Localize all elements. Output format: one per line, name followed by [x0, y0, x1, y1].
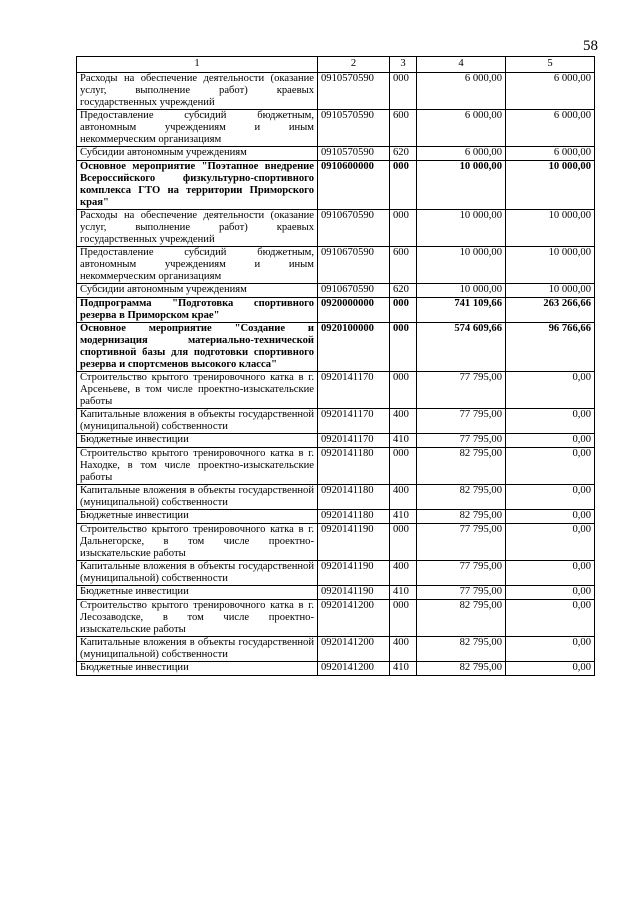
- row-amount-2019-cell: 77 795,00: [417, 524, 506, 561]
- table-row: [77, 147, 595, 161]
- row-name-cell: Предоставление субсидий бюджетным, автономным учреждениям и иным некоммерческим организациям: [77, 110, 318, 147]
- row-name-cell: Субсидии автономным учреждениям: [77, 147, 318, 161]
- row-code-cell: 0920141190: [318, 561, 390, 586]
- row-amount-2020-cell: 10 000,00: [506, 284, 595, 298]
- row-expense-type-cell: 410: [390, 434, 417, 448]
- row-code-cell: 0920141170: [318, 409, 390, 434]
- row-code-cell: 0920100000: [318, 323, 390, 372]
- row-amount-2019-cell: 6 000,00: [417, 147, 506, 161]
- table-row: [77, 637, 595, 662]
- table-header-row: [77, 57, 595, 73]
- table-row: [77, 485, 595, 510]
- column-header: 5: [506, 57, 595, 73]
- table-row: [77, 247, 595, 284]
- row-expense-type-cell: 400: [390, 561, 417, 586]
- table-row: [77, 524, 595, 561]
- table-row: [77, 409, 595, 434]
- row-expense-type-cell: 410: [390, 510, 417, 524]
- row-code-cell: 0920141190: [318, 524, 390, 561]
- row-name-cell: Капитальные вложения в объекты государственной (муниципальной) собственности: [77, 637, 318, 662]
- table-row: [77, 73, 595, 110]
- row-code-cell: 0920141180: [318, 448, 390, 485]
- column-header: 1: [77, 57, 318, 73]
- row-expense-type-cell: 400: [390, 637, 417, 662]
- row-amount-2019-cell: 10 000,00: [417, 161, 506, 210]
- table-row: [77, 662, 595, 676]
- row-expense-type-cell: 600: [390, 110, 417, 147]
- row-amount-2019-cell: 574 609,66: [417, 323, 506, 372]
- row-amount-2019-cell: 82 795,00: [417, 637, 506, 662]
- row-name-cell: Капитальные вложения в объекты государственной (муниципальной) собственности: [77, 409, 318, 434]
- row-amount-2019-cell: 82 795,00: [417, 448, 506, 485]
- row-code-cell: 0910570590: [318, 147, 390, 161]
- row-name-cell: Основное мероприятие "Поэтапное внедрение Всероссийского физкультурно-спортивного комплекса ГТО на территории Приморского края": [77, 161, 318, 210]
- row-amount-2020-cell: 0,00: [506, 600, 595, 637]
- row-expense-type-cell: 000: [390, 161, 417, 210]
- row-amount-2020-cell: 6 000,00: [506, 73, 595, 110]
- row-amount-2020-cell: 0,00: [506, 662, 595, 676]
- row-expense-type-cell: 400: [390, 409, 417, 434]
- table-row: [77, 510, 595, 524]
- row-amount-2020-cell: 6 000,00: [506, 147, 595, 161]
- row-name-cell: Субсидии автономным учреждениям: [77, 284, 318, 298]
- row-name-cell: Предоставление субсидий бюджетным, автономным учреждениям и иным некоммерческим организациям: [77, 247, 318, 284]
- column-header: 4: [417, 57, 506, 73]
- row-amount-2020-cell: 0,00: [506, 561, 595, 586]
- row-amount-2019-cell: 741 109,66: [417, 298, 506, 323]
- row-amount-2020-cell: 96 766,66: [506, 323, 595, 372]
- row-code-cell: 0920141200: [318, 637, 390, 662]
- table-row: [77, 110, 595, 147]
- row-amount-2019-cell: 77 795,00: [417, 372, 506, 409]
- table-row: [77, 210, 595, 247]
- row-amount-2019-cell: 77 795,00: [417, 409, 506, 434]
- row-amount-2019-cell: 10 000,00: [417, 284, 506, 298]
- row-amount-2019-cell: 82 795,00: [417, 510, 506, 524]
- page-number: 58: [583, 38, 598, 54]
- row-amount-2019-cell: 82 795,00: [417, 600, 506, 637]
- row-name-cell: Расходы на обеспечение деятельности (оказание услуг, выполнение работ) краевых государственных учреждений: [77, 210, 318, 247]
- row-amount-2019-cell: 10 000,00: [417, 210, 506, 247]
- table-row: [77, 448, 595, 485]
- table-row: [77, 561, 595, 586]
- row-code-cell: 0920141180: [318, 510, 390, 524]
- row-amount-2020-cell: 10 000,00: [506, 210, 595, 247]
- row-amount-2020-cell: 10 000,00: [506, 247, 595, 284]
- table-row: [77, 284, 595, 298]
- row-amount-2020-cell: 0,00: [506, 485, 595, 510]
- row-expense-type-cell: 400: [390, 485, 417, 510]
- row-amount-2020-cell: 10 000,00: [506, 161, 595, 210]
- table-row: [77, 372, 595, 409]
- row-amount-2019-cell: 77 795,00: [417, 561, 506, 586]
- row-name-cell: Бюджетные инвестиции: [77, 586, 318, 600]
- row-code-cell: 0920141200: [318, 662, 390, 676]
- row-code-cell: 0910600000: [318, 161, 390, 210]
- row-code-cell: 0920141170: [318, 372, 390, 409]
- row-amount-2019-cell: 82 795,00: [417, 662, 506, 676]
- row-amount-2019-cell: 82 795,00: [417, 485, 506, 510]
- row-amount-2020-cell: 0,00: [506, 637, 595, 662]
- row-amount-2019-cell: 10 000,00: [417, 247, 506, 284]
- row-amount-2019-cell: 6 000,00: [417, 110, 506, 147]
- row-expense-type-cell: 410: [390, 586, 417, 600]
- column-header: 2: [318, 57, 390, 73]
- table-row: [77, 600, 595, 637]
- row-amount-2020-cell: 263 266,66: [506, 298, 595, 323]
- row-amount-2020-cell: 6 000,00: [506, 110, 595, 147]
- row-name-cell: Бюджетные инвестиции: [77, 434, 318, 448]
- row-name-cell: Строительство крытого тренировочного катка в г. Лесозаводске, в том числе проектно-изыскательские работы: [77, 600, 318, 637]
- table-row: [77, 586, 595, 600]
- row-expense-type-cell: 000: [390, 298, 417, 323]
- row-name-cell: Подпрограмма "Подготовка спортивного резерва в Приморском крае": [77, 298, 318, 323]
- row-amount-2020-cell: 0,00: [506, 586, 595, 600]
- row-code-cell: 0910670590: [318, 210, 390, 247]
- row-expense-type-cell: 600: [390, 247, 417, 284]
- table-row: [77, 298, 595, 323]
- row-amount-2020-cell: 0,00: [506, 448, 595, 485]
- row-code-cell: 0910570590: [318, 110, 390, 147]
- row-name-cell: Бюджетные инвестиции: [77, 510, 318, 524]
- row-name-cell: Строительство крытого тренировочного катка в г. Арсеньеве, в том числе проектно-изыскательские работы: [77, 372, 318, 409]
- row-expense-type-cell: 000: [390, 600, 417, 637]
- row-name-cell: Строительство крытого тренировочного катка в г. Находке, в том числе проектно-изыскательские работы: [77, 448, 318, 485]
- row-expense-type-cell: 000: [390, 524, 417, 561]
- row-expense-type-cell: 000: [390, 448, 417, 485]
- row-name-cell: Строительство крытого тренировочного катка в г. Дальнегорске, в том числе проектно-изыскательские работы: [77, 524, 318, 561]
- row-name-cell: Основное мероприятие "Создание и модернизация материально-технической спортивной базы для подготовки спортивного резерва и спортсменов высокого класса": [77, 323, 318, 372]
- row-code-cell: 0920141190: [318, 586, 390, 600]
- row-amount-2020-cell: 0,00: [506, 524, 595, 561]
- row-expense-type-cell: 620: [390, 147, 417, 161]
- row-code-cell: 0910670590: [318, 284, 390, 298]
- table-row: [77, 161, 595, 210]
- row-code-cell: 0910570590: [318, 73, 390, 110]
- row-name-cell: Бюджетные инвестиции: [77, 662, 318, 676]
- row-expense-type-cell: 410: [390, 662, 417, 676]
- row-name-cell: Капитальные вложения в объекты государственной (муниципальной) собственности: [77, 485, 318, 510]
- table-body: [77, 73, 595, 676]
- table-row: [77, 434, 595, 448]
- row-code-cell: 0920141180: [318, 485, 390, 510]
- row-amount-2020-cell: 0,00: [506, 434, 595, 448]
- row-code-cell: 0920141170: [318, 434, 390, 448]
- row-amount-2020-cell: 0,00: [506, 372, 595, 409]
- row-code-cell: 0920000000: [318, 298, 390, 323]
- table-row: [77, 323, 595, 372]
- row-expense-type-cell: 000: [390, 323, 417, 372]
- row-expense-type-cell: 000: [390, 372, 417, 409]
- row-amount-2019-cell: 77 795,00: [417, 434, 506, 448]
- row-name-cell: Капитальные вложения в объекты государственной (муниципальной) собственности: [77, 561, 318, 586]
- row-amount-2020-cell: 0,00: [506, 510, 595, 524]
- row-code-cell: 0920141200: [318, 600, 390, 637]
- row-amount-2019-cell: 77 795,00: [417, 586, 506, 600]
- row-expense-type-cell: 000: [390, 210, 417, 247]
- row-amount-2020-cell: 0,00: [506, 409, 595, 434]
- row-amount-2019-cell: 6 000,00: [417, 73, 506, 110]
- budget-table: [76, 56, 595, 676]
- row-expense-type-cell: 000: [390, 73, 417, 110]
- column-header: 3: [390, 57, 417, 73]
- row-code-cell: 0910670590: [318, 247, 390, 284]
- row-expense-type-cell: 620: [390, 284, 417, 298]
- row-name-cell: Расходы на обеспечение деятельности (оказание услуг, выполнение работ) краевых государственных учреждений: [77, 73, 318, 110]
